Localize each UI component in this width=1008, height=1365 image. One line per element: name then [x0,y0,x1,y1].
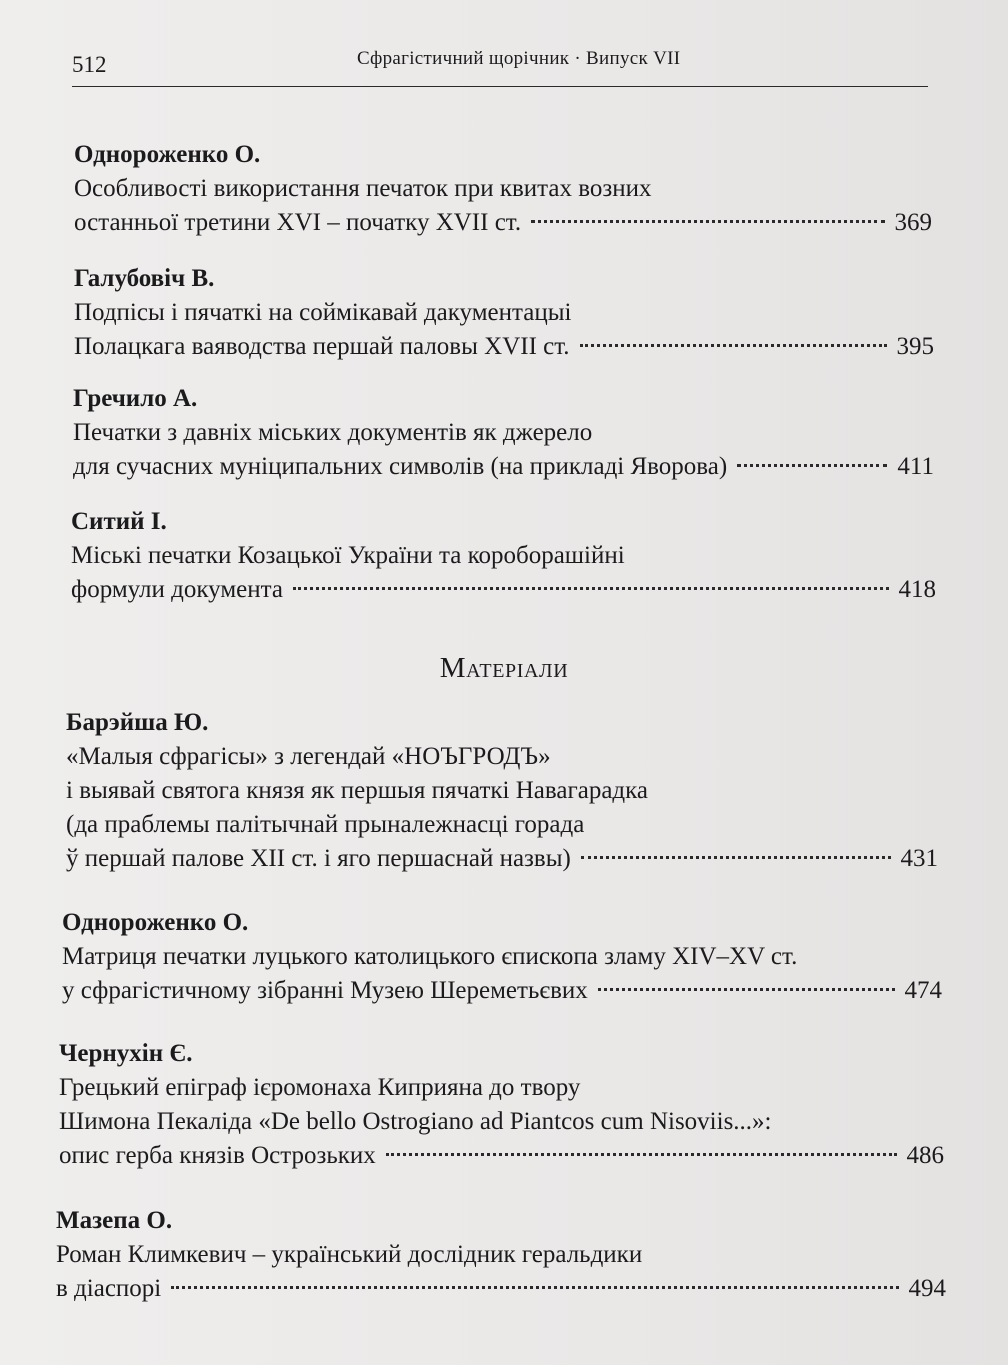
toc-entry [0,505,1008,607]
entry-page-number: 431 [900,845,938,872]
entry-title-line: Роман Климкевич – український дослідник геральдики [56,1241,643,1268]
entry-author: Галубовіч В. [74,265,215,292]
entry-author: Гречило А. [73,385,198,412]
entry-page-number: 474 [904,977,942,1004]
leader-dots [580,344,887,347]
entry-last-line [56,1272,946,1306]
entry-author: Однороженко О. [62,909,249,936]
entry-last-line [74,206,932,240]
toc-entry [0,382,1008,484]
leader-dots [293,587,889,590]
entry-last-line [71,573,936,607]
entry-title-end: ў першай палове XII ст. і яго першаснай назвы) [66,845,571,872]
entry-title-end: для сучасних муніципальних символів (на прикладі Яворова) [73,453,728,480]
entry-page-number: 411 [897,453,934,480]
entry-last-line [73,450,934,484]
page-number: 512 [72,52,107,77]
entry-last-line [59,1139,944,1173]
toc-entry [0,138,1008,240]
entry-title-line: Міські печатки Козацької України та короборашійні [71,542,625,569]
leader-dots [531,220,884,223]
leader-dots [386,1153,897,1156]
toc-entry [0,706,1008,876]
toc-entry [0,1204,1008,1306]
leader-dots [598,988,895,991]
entry-title-end: останньої третини XVI – початку XVII ст. [74,209,522,236]
leader-dots [737,464,887,467]
entry-title-line: Шимона Пекаліда «De bello Ostrogiano ad Piantcos cum Nisoviis...»: [59,1108,772,1135]
entry-title-line: (да праблемы палітычнай прыналежнасці горада [66,811,585,838]
entry-page-number: 418 [898,576,936,603]
entry-title-line: Особливості використання печаток при квитах возних [74,175,652,202]
entry-title-end: Полацкага ваяводства першай паловы XVII ст. [74,333,570,360]
toc-entry [0,906,1008,1008]
entry-last-line [66,842,938,876]
entry-page-number: 395 [896,333,934,360]
entry-author: Барэйша Ю. [66,709,209,736]
entry-title-line: Печатки з давніх міських документів як джерело [73,419,593,446]
entry-title-line: і выявай святога князя як першыя пячаткі Навагарадка [66,777,648,804]
entry-page-number: 486 [906,1142,944,1169]
entry-page-number: 369 [894,209,932,236]
entry-author: Чернухін Є. [59,1040,193,1067]
entry-title-end: формули документа [71,576,283,603]
toc-entry [0,262,1008,364]
entry-title-line: Подпісы і пячаткі на соймікавай дакументацыі [74,299,572,326]
leader-dots [171,1286,898,1289]
entry-title-end: в діаспорі [56,1275,162,1302]
entry-author: Мазепа О. [56,1207,173,1234]
entry-last-line [74,330,934,364]
entry-title-line: Грецький епіграф ієромонаха Киприяна до твору [59,1074,581,1101]
entry-title-line: «Малыя сфрагісы» з легендай «НОЪГРОДЪ» [66,743,551,770]
entry-author: Ситий І. [71,508,167,535]
entry-author: Однороженко О. [74,141,261,168]
page-header [72,42,928,87]
running-head: Сфрагістичний щорічник · Випуск VII [357,48,681,69]
leader-dots [581,856,891,859]
entry-title-end: у сфрагістичному зібранні Музею Шереметьєвих [62,977,588,1004]
section-title: Матеріали [439,652,569,684]
entry-last-line [62,974,942,1008]
toc-entry [0,1037,1008,1173]
entry-page-number: 494 [908,1275,946,1302]
entry-title-end: опис герба князів Острозьких [59,1142,376,1169]
entry-title-line: Матриця печатки луцького католицького єпископа зламу XIV–XV ст. [62,943,798,970]
